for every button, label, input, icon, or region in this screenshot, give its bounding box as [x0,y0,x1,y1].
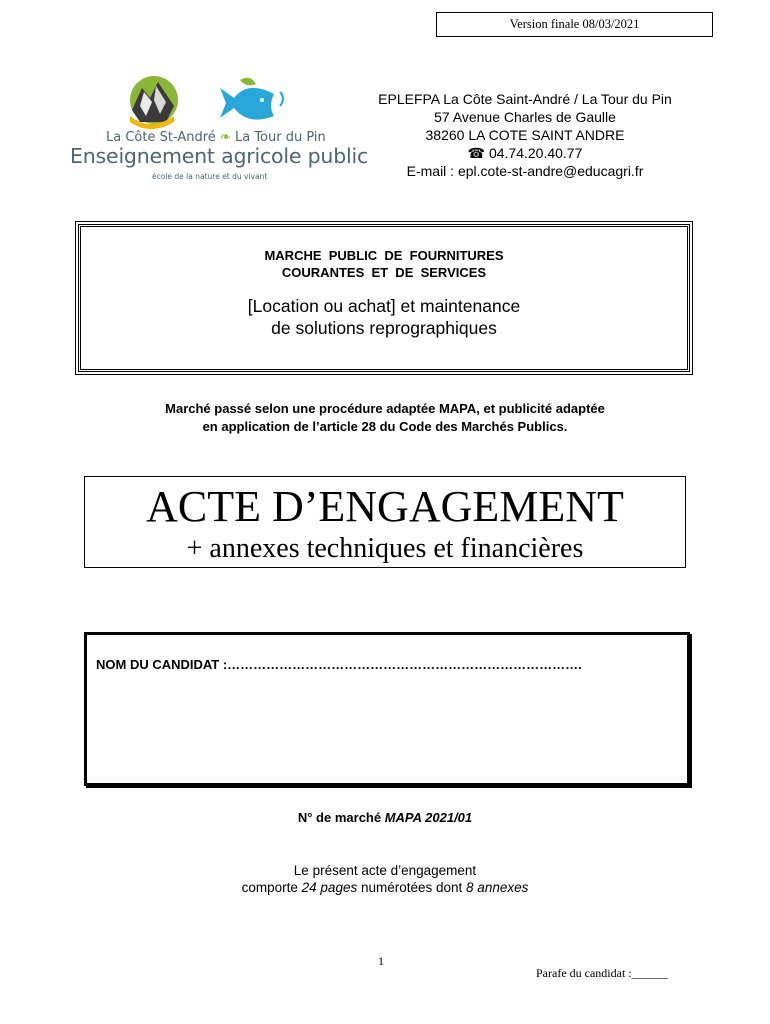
candidate-name-field[interactable]: NOM DU CANDIDAT :………………………………………………………………………. [96,657,582,672]
acte-subtitle: + annexes techniques et financières [186,533,584,564]
logo-text-main: Enseignement agricole public [70,144,369,168]
procedure-text: Marché passé selon une procédure adaptée MAPA, et publicité adaptée en application de l’article 28 du Code des Marchés Publics. [165,401,605,434]
address-city: 38260 LA COTE SAINT ANDRE [425,127,625,143]
logo-graphic [70,76,340,136]
address-phone: ☎ 04.74.20.40.77 [467,145,583,161]
parafe-field: Parafe du candidat :______ [536,966,668,980]
acte-title: ACTE D’ENGAGEMENT [146,482,624,531]
marche-number: N° de marché MAPA 2021/01 [297,810,473,825]
institution-logo [70,76,369,186]
address-email: E-mail : epl.cote-st-andre@educagri.fr [406,163,644,179]
acte-title-box [84,476,686,568]
market-box [78,224,690,372]
address-institution: EPLEFPA La Côte Saint-André / La Tour du Pin [378,91,672,107]
market-type: MARCHE PUBLIC DE FOURNITURES COURANTES ET DE SERVICES [264,248,504,280]
page-number: 1 [378,954,384,968]
version-label: Version finale 08/03/2021 [436,12,713,37]
leaf-icon: ❧ [219,130,231,145]
logo-text-sites: La Côte St-André ❧ La Tour du Pin [106,130,326,145]
logo-text-tagline: école de la nature et du vivant [152,172,268,181]
pages-note: Le présent acte d’engagement comporte 24 pages numérotées dont 8 annexes [241,863,529,895]
market-subject: [Location ou achat] et maintenance de solutions reprographiques [247,296,521,338]
address-street: 57 Avenue Charles de Gaulle [434,109,616,125]
address-block [340,90,710,180]
candidate-box [84,632,690,786]
